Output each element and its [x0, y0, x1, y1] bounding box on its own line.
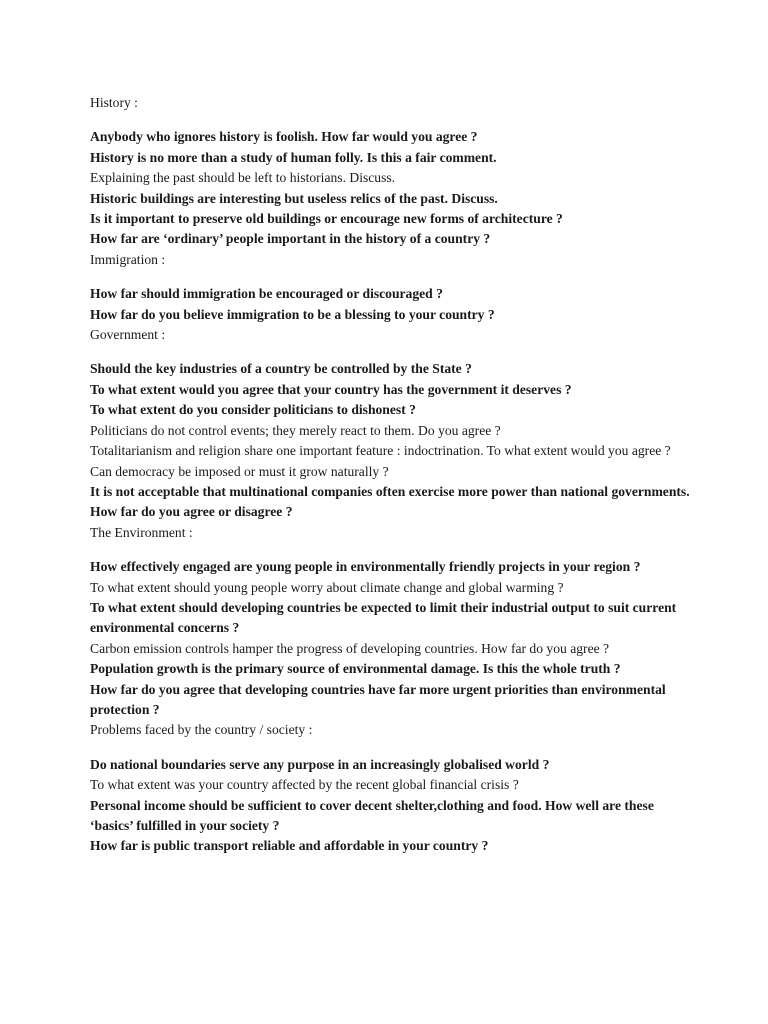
section-heading: Problems faced by the country / society : — [90, 722, 313, 738]
essay-question: Do national boundaries serve any purpose in an increasingly globalised world ? — [90, 756, 550, 772]
essay-question: Can democracy be imposed or must it grow naturally ? — [90, 463, 389, 479]
essay-question: Should the key industries of a country be controlled by the State ? — [90, 361, 472, 377]
section-heading: Immigration : — [90, 251, 166, 267]
section — [90, 250, 690, 325]
essay-question: How far do you agree that developing countries have far more urgent priorities than environmental protection ? — [90, 681, 666, 717]
section-heading: The Environment : — [90, 524, 193, 540]
essay-question: Carbon emission controls hamper the progress of developing countries. How far do you agree ? — [90, 640, 610, 656]
essay-question: Personal income should be sufficient to cover decent shelter,clothing and food. How well are these ‘basics’ fulfilled in your society ? — [90, 797, 654, 833]
section — [90, 325, 690, 523]
section-heading: Government : — [90, 327, 166, 343]
essay-question: Totalitarianism and religion share one important feature : indoctrination. To what extent would you agree ? — [90, 443, 671, 459]
essay-question: How far should immigration be encouraged or discouraged ? — [90, 286, 443, 302]
document-page — [90, 93, 690, 857]
essay-question: How far are ‘ordinary’ people important in the history of a country ? — [90, 231, 491, 247]
essay-question: Is it important to preserve old buildings or encourage new forms of architecture ? — [90, 211, 563, 227]
essay-question: How effectively engaged are young people in environmentally friendly projects in your region ? — [90, 559, 641, 575]
essay-question: It is not acceptable that multinational companies often exercise more power than national governments. How far do you agree or disagree ? — [90, 483, 690, 520]
essay-question: To what extent should young people worry about climate change and global warming ? — [90, 579, 564, 595]
section — [90, 93, 690, 250]
essay-question: Politicians do not control events; they merely react to them. Do you agree ? — [90, 422, 501, 438]
essay-question: How far do you believe immigration to be a blessing to your country ? — [90, 306, 495, 322]
essay-question: To what extent would you agree that your country has the government it deserves ? — [90, 381, 572, 397]
essay-question: To what extent was your country affected by the recent global financial crisis ? — [90, 777, 519, 793]
essay-question: Explaining the past should be left to historians. Discuss. — [90, 170, 396, 186]
essay-question: To what extent should developing countries be expected to limit their industrial output to suit current environmental concerns ? — [90, 599, 677, 636]
essay-question: Population growth is the primary source of environmental damage. Is this the whole truth ? — [90, 661, 621, 677]
document-body — [90, 93, 690, 857]
section-heading: History : — [90, 95, 138, 110]
section — [90, 523, 690, 721]
essay-question: To what extent do you consider politicians to dishonest ? — [90, 402, 416, 418]
essay-question: Anybody who ignores history is foolish. How far would you agree ? — [90, 129, 478, 145]
section — [90, 720, 690, 856]
essay-question: History is no more than a study of human folly. Is this a fair comment. — [90, 149, 497, 165]
essay-question: Historic buildings are interesting but useless relics of the past. Discuss. — [90, 190, 498, 206]
essay-question: How far is public transport reliable and affordable in your country ? — [90, 838, 489, 854]
